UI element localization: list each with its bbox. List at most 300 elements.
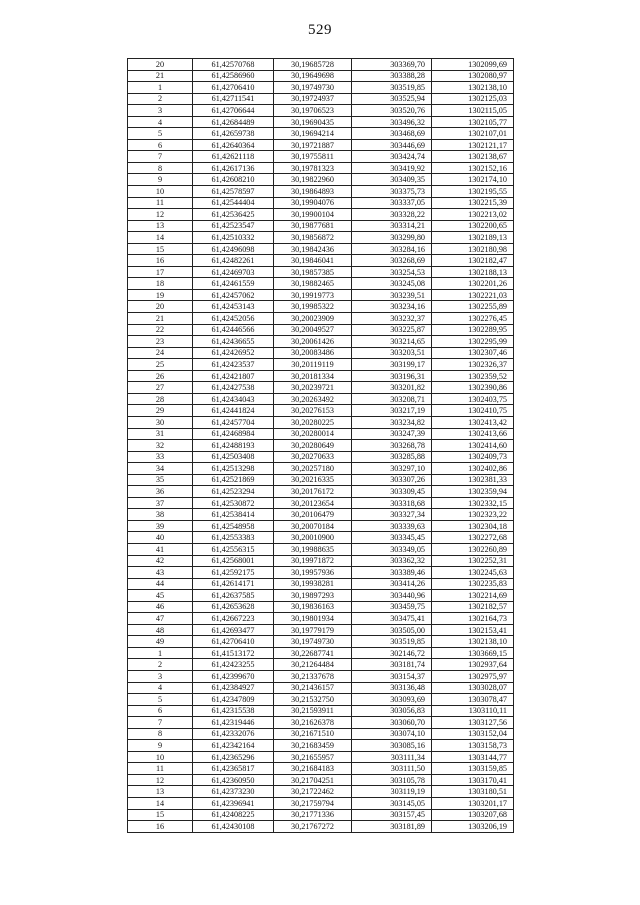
table-row xyxy=(128,670,514,682)
y-coordinate-cell: 1302295,99 xyxy=(432,336,514,348)
latitude-cell: 61,42538414 xyxy=(193,509,274,521)
y-coordinate-cell: 1302252,31 xyxy=(432,555,514,567)
longitude-cell: 30,19904076 xyxy=(274,197,352,209)
table-row xyxy=(128,809,514,821)
point-number-cell: 4 xyxy=(128,682,193,694)
point-number-cell: 43 xyxy=(128,567,193,579)
longitude-cell: 30,21337678 xyxy=(274,670,352,682)
y-coordinate-cell: 1302410,75 xyxy=(432,405,514,417)
longitude-cell: 30,20280225 xyxy=(274,416,352,428)
x-coordinate-cell: 303419,92 xyxy=(352,162,432,174)
longitude-cell: 30,19779179 xyxy=(274,624,352,636)
longitude-cell: 30,19957936 xyxy=(274,567,352,579)
table-row xyxy=(128,105,514,117)
point-number-cell: 49 xyxy=(128,636,193,648)
table-row xyxy=(128,393,514,405)
table-row xyxy=(128,786,514,798)
y-coordinate-cell: 1302115,05 xyxy=(432,105,514,117)
point-number-cell: 18 xyxy=(128,278,193,290)
y-coordinate-cell: 1303110,11 xyxy=(432,705,514,717)
table-row xyxy=(128,209,514,221)
y-coordinate-cell: 1303028,07 xyxy=(432,682,514,694)
longitude-cell: 30,20239721 xyxy=(274,382,352,394)
table-row xyxy=(128,151,514,163)
table-row xyxy=(128,659,514,671)
point-number-cell: 5 xyxy=(128,128,193,140)
latitude-cell: 61,42568001 xyxy=(193,555,274,567)
y-coordinate-cell: 1302413,42 xyxy=(432,416,514,428)
y-coordinate-cell: 1303170,41 xyxy=(432,774,514,786)
latitude-cell: 61,42548958 xyxy=(193,520,274,532)
x-coordinate-cell: 303328,22 xyxy=(352,209,432,221)
y-coordinate-cell: 1303207,68 xyxy=(432,809,514,821)
x-coordinate-cell: 303157,45 xyxy=(352,809,432,821)
x-coordinate-cell: 303247,39 xyxy=(352,428,432,440)
y-coordinate-cell: 1302975,97 xyxy=(432,670,514,682)
table-row xyxy=(128,347,514,359)
table-row xyxy=(128,763,514,775)
longitude-cell: 30,20123654 xyxy=(274,497,352,509)
latitude-cell: 61,42621118 xyxy=(193,151,274,163)
table-row xyxy=(128,324,514,336)
longitude-cell: 30,22687741 xyxy=(274,647,352,659)
longitude-cell: 30,21655957 xyxy=(274,751,352,763)
longitude-cell: 30,21532750 xyxy=(274,694,352,706)
y-coordinate-cell: 1302195,55 xyxy=(432,186,514,198)
point-number-cell: 40 xyxy=(128,532,193,544)
longitude-cell: 30,20023909 xyxy=(274,313,352,325)
x-coordinate-cell: 303362,32 xyxy=(352,555,432,567)
x-coordinate-cell: 303388,28 xyxy=(352,70,432,82)
point-number-cell: 4 xyxy=(128,116,193,128)
table-row xyxy=(128,116,514,128)
table-row xyxy=(128,289,514,301)
x-coordinate-cell: 303181,89 xyxy=(352,821,432,833)
y-coordinate-cell: 1302937,64 xyxy=(432,659,514,671)
point-number-cell: 8 xyxy=(128,728,193,740)
point-number-cell: 25 xyxy=(128,359,193,371)
point-number-cell: 5 xyxy=(128,694,193,706)
latitude-cell: 61,42423255 xyxy=(193,659,274,671)
y-coordinate-cell: 1303669,15 xyxy=(432,647,514,659)
longitude-cell: 30,21722462 xyxy=(274,786,352,798)
point-number-cell: 20 xyxy=(128,59,193,71)
coordinates-table xyxy=(127,58,514,833)
x-coordinate-cell: 303119,19 xyxy=(352,786,432,798)
table-row xyxy=(128,255,514,267)
point-number-cell: 35 xyxy=(128,474,193,486)
point-number-cell: 17 xyxy=(128,266,193,278)
longitude-cell: 30,19755811 xyxy=(274,151,352,163)
x-coordinate-cell: 303056,83 xyxy=(352,705,432,717)
latitude-cell: 61,42446566 xyxy=(193,324,274,336)
longitude-cell: 30,19882465 xyxy=(274,278,352,290)
table-row xyxy=(128,567,514,579)
table-row xyxy=(128,382,514,394)
point-number-cell: 12 xyxy=(128,774,193,786)
y-coordinate-cell: 1302200,65 xyxy=(432,220,514,232)
page-number: 529 xyxy=(308,22,332,38)
longitude-cell: 30,19685728 xyxy=(274,59,352,71)
x-coordinate-cell: 303468,69 xyxy=(352,128,432,140)
longitude-cell: 30,21593911 xyxy=(274,705,352,717)
longitude-cell: 30,19938281 xyxy=(274,578,352,590)
x-coordinate-cell: 303519,85 xyxy=(352,636,432,648)
point-number-cell: 28 xyxy=(128,393,193,405)
y-coordinate-cell: 1302245,63 xyxy=(432,567,514,579)
latitude-cell: 61,42315538 xyxy=(193,705,274,717)
latitude-cell: 61,42706410 xyxy=(193,82,274,94)
point-number-cell: 15 xyxy=(128,809,193,821)
longitude-cell: 30,19846041 xyxy=(274,255,352,267)
longitude-cell: 30,21767272 xyxy=(274,821,352,833)
y-coordinate-cell: 1303201,17 xyxy=(432,798,514,810)
latitude-cell: 61,42469703 xyxy=(193,266,274,278)
x-coordinate-cell: 303254,53 xyxy=(352,266,432,278)
point-number-cell: 24 xyxy=(128,347,193,359)
table-row xyxy=(128,578,514,590)
longitude-cell: 30,19836163 xyxy=(274,601,352,613)
y-coordinate-cell: 1303152,04 xyxy=(432,728,514,740)
x-coordinate-cell: 303225,87 xyxy=(352,324,432,336)
x-coordinate-cell: 303285,88 xyxy=(352,451,432,463)
table-row xyxy=(128,728,514,740)
y-coordinate-cell: 1302153,41 xyxy=(432,624,514,636)
x-coordinate-cell: 303519,85 xyxy=(352,82,432,94)
table-row xyxy=(128,624,514,636)
x-coordinate-cell: 303525,94 xyxy=(352,93,432,105)
x-coordinate-cell: 303268,69 xyxy=(352,255,432,267)
point-number-cell: 34 xyxy=(128,463,193,475)
latitude-cell: 61,42373230 xyxy=(193,786,274,798)
latitude-cell: 61,42556315 xyxy=(193,543,274,555)
x-coordinate-cell: 303505,00 xyxy=(352,624,432,636)
table-row xyxy=(128,220,514,232)
table-row xyxy=(128,682,514,694)
longitude-cell: 30,20049527 xyxy=(274,324,352,336)
latitude-cell: 61,42659738 xyxy=(193,128,274,140)
latitude-cell: 61,42332076 xyxy=(193,728,274,740)
point-number-cell: 32 xyxy=(128,440,193,452)
point-number-cell: 45 xyxy=(128,590,193,602)
point-number-cell: 42 xyxy=(128,555,193,567)
latitude-cell: 61,42396941 xyxy=(193,798,274,810)
table-row xyxy=(128,774,514,786)
x-coordinate-cell: 303199,17 xyxy=(352,359,432,371)
point-number-cell: 6 xyxy=(128,139,193,151)
latitude-cell: 61,42608210 xyxy=(193,174,274,186)
point-number-cell: 1 xyxy=(128,82,193,94)
point-number-cell: 11 xyxy=(128,763,193,775)
latitude-cell: 61,42496098 xyxy=(193,243,274,255)
table-row xyxy=(128,232,514,244)
longitude-cell: 30,20280014 xyxy=(274,428,352,440)
y-coordinate-cell: 1302323,22 xyxy=(432,509,514,521)
x-coordinate-cell: 303520,76 xyxy=(352,105,432,117)
table-row xyxy=(128,186,514,198)
point-number-cell: 36 xyxy=(128,486,193,498)
table-row xyxy=(128,405,514,417)
x-coordinate-cell: 303389,46 xyxy=(352,567,432,579)
table-row xyxy=(128,313,514,325)
table-row xyxy=(128,509,514,521)
table-row xyxy=(128,197,514,209)
longitude-cell: 30,19877681 xyxy=(274,220,352,232)
longitude-cell: 30,20270633 xyxy=(274,451,352,463)
x-coordinate-cell: 303060,70 xyxy=(352,717,432,729)
x-coordinate-cell: 303154,37 xyxy=(352,670,432,682)
x-coordinate-cell: 303201,82 xyxy=(352,382,432,394)
latitude-cell: 61,42482261 xyxy=(193,255,274,267)
x-coordinate-cell: 303318,68 xyxy=(352,497,432,509)
table-row xyxy=(128,243,514,255)
table-row xyxy=(128,520,514,532)
longitude-cell: 30,19988635 xyxy=(274,543,352,555)
table-row xyxy=(128,128,514,140)
latitude-cell: 61,42488193 xyxy=(193,440,274,452)
table-row xyxy=(128,647,514,659)
latitude-cell: 61,42436655 xyxy=(193,336,274,348)
longitude-cell: 30,20070184 xyxy=(274,520,352,532)
latitude-cell: 61,42653628 xyxy=(193,601,274,613)
longitude-cell: 30,19749730 xyxy=(274,82,352,94)
y-coordinate-cell: 1302182,57 xyxy=(432,601,514,613)
longitude-cell: 30,19857385 xyxy=(274,266,352,278)
y-coordinate-cell: 1302304,18 xyxy=(432,520,514,532)
x-coordinate-cell: 303424,74 xyxy=(352,151,432,163)
x-coordinate-cell: 303074,10 xyxy=(352,728,432,740)
y-coordinate-cell: 1302390,86 xyxy=(432,382,514,394)
latitude-cell: 61,42536425 xyxy=(193,209,274,221)
longitude-cell: 30,21684183 xyxy=(274,763,352,775)
x-coordinate-cell: 303105,78 xyxy=(352,774,432,786)
latitude-cell: 61,42365817 xyxy=(193,763,274,775)
y-coordinate-cell: 1303078,47 xyxy=(432,694,514,706)
y-coordinate-cell: 1302403,75 xyxy=(432,393,514,405)
y-coordinate-cell: 1302359,94 xyxy=(432,486,514,498)
point-number-cell: 20 xyxy=(128,301,193,313)
table-row xyxy=(128,590,514,602)
longitude-cell: 30,20257180 xyxy=(274,463,352,475)
y-coordinate-cell: 1302409,73 xyxy=(432,451,514,463)
latitude-cell: 61,42421807 xyxy=(193,370,274,382)
point-number-cell: 8 xyxy=(128,162,193,174)
coordinates-table-body xyxy=(128,59,514,833)
y-coordinate-cell: 1302215,39 xyxy=(432,197,514,209)
y-coordinate-cell: 1303159,85 xyxy=(432,763,514,775)
longitude-cell: 30,19897293 xyxy=(274,590,352,602)
longitude-cell: 30,19690435 xyxy=(274,116,352,128)
latitude-cell: 61,42544404 xyxy=(193,197,274,209)
x-coordinate-cell: 303375,73 xyxy=(352,186,432,198)
point-number-cell: 2 xyxy=(128,659,193,671)
x-coordinate-cell: 302146,72 xyxy=(352,647,432,659)
latitude-cell: 61,42523294 xyxy=(193,486,274,498)
longitude-cell: 30,20280649 xyxy=(274,440,352,452)
point-number-cell: 3 xyxy=(128,105,193,117)
longitude-cell: 30,19721887 xyxy=(274,139,352,151)
point-number-cell: 11 xyxy=(128,197,193,209)
longitude-cell: 30,20181334 xyxy=(274,370,352,382)
table-row xyxy=(128,636,514,648)
table-row xyxy=(128,82,514,94)
y-coordinate-cell: 1302189,13 xyxy=(432,232,514,244)
y-coordinate-cell: 1302213,02 xyxy=(432,209,514,221)
point-number-cell: 41 xyxy=(128,543,193,555)
x-coordinate-cell: 303349,05 xyxy=(352,543,432,555)
latitude-cell: 61,42510332 xyxy=(193,232,274,244)
x-coordinate-cell: 303337,05 xyxy=(352,197,432,209)
point-number-cell: 16 xyxy=(128,255,193,267)
latitude-cell: 61,42637585 xyxy=(193,590,274,602)
x-coordinate-cell: 303234,82 xyxy=(352,416,432,428)
x-coordinate-cell: 303307,26 xyxy=(352,474,432,486)
latitude-cell: 61,42384927 xyxy=(193,682,274,694)
latitude-cell: 61,42457062 xyxy=(193,289,274,301)
x-coordinate-cell: 303217,19 xyxy=(352,405,432,417)
latitude-cell: 61,42408225 xyxy=(193,809,274,821)
longitude-cell: 30,20216335 xyxy=(274,474,352,486)
y-coordinate-cell: 1303158,73 xyxy=(432,740,514,752)
point-number-cell: 7 xyxy=(128,717,193,729)
latitude-cell: 61,42530872 xyxy=(193,497,274,509)
table-row xyxy=(128,278,514,290)
y-coordinate-cell: 1302402,86 xyxy=(432,463,514,475)
latitude-cell: 61,42706644 xyxy=(193,105,274,117)
latitude-cell: 61,42468984 xyxy=(193,428,274,440)
latitude-cell: 61,42617136 xyxy=(193,162,274,174)
latitude-cell: 61,42592175 xyxy=(193,567,274,579)
y-coordinate-cell: 1302359,52 xyxy=(432,370,514,382)
point-number-cell: 2 xyxy=(128,93,193,105)
x-coordinate-cell: 303345,45 xyxy=(352,532,432,544)
point-number-cell: 22 xyxy=(128,324,193,336)
longitude-cell: 30,20119119 xyxy=(274,359,352,371)
x-coordinate-cell: 303327,34 xyxy=(352,509,432,521)
point-number-cell: 27 xyxy=(128,382,193,394)
longitude-cell: 30,21264484 xyxy=(274,659,352,671)
x-coordinate-cell: 303414,26 xyxy=(352,578,432,590)
latitude-cell: 61,42347809 xyxy=(193,694,274,706)
latitude-cell: 61,42453143 xyxy=(193,301,274,313)
point-number-cell: 1 xyxy=(128,647,193,659)
table-row xyxy=(128,93,514,105)
longitude-cell: 30,21683459 xyxy=(274,740,352,752)
x-coordinate-cell: 303268,78 xyxy=(352,440,432,452)
point-number-cell: 44 xyxy=(128,578,193,590)
point-number-cell: 26 xyxy=(128,370,193,382)
latitude-cell: 61,42513298 xyxy=(193,463,274,475)
x-coordinate-cell: 303093,69 xyxy=(352,694,432,706)
latitude-cell: 61,42586960 xyxy=(193,70,274,82)
x-coordinate-cell: 303234,16 xyxy=(352,301,432,313)
latitude-cell: 61,42521869 xyxy=(193,474,274,486)
longitude-cell: 30,19842436 xyxy=(274,243,352,255)
longitude-cell: 30,19801934 xyxy=(274,613,352,625)
table-row xyxy=(128,474,514,486)
longitude-cell: 30,20083486 xyxy=(274,347,352,359)
y-coordinate-cell: 1302260,89 xyxy=(432,543,514,555)
y-coordinate-cell: 1303206,19 xyxy=(432,821,514,833)
point-number-cell: 6 xyxy=(128,705,193,717)
latitude-cell: 61,42667223 xyxy=(193,613,274,625)
x-coordinate-cell: 303111,50 xyxy=(352,763,432,775)
longitude-cell: 30,19856872 xyxy=(274,232,352,244)
y-coordinate-cell: 1302201,26 xyxy=(432,278,514,290)
latitude-cell: 61,42426952 xyxy=(193,347,274,359)
longitude-cell: 30,20263492 xyxy=(274,393,352,405)
latitude-cell: 61,42614171 xyxy=(193,578,274,590)
y-coordinate-cell: 1302138,10 xyxy=(432,636,514,648)
longitude-cell: 30,21671510 xyxy=(274,728,352,740)
table-row xyxy=(128,543,514,555)
table-row xyxy=(128,532,514,544)
y-coordinate-cell: 1302326,37 xyxy=(432,359,514,371)
table-row xyxy=(128,740,514,752)
table-row xyxy=(128,370,514,382)
table-row xyxy=(128,601,514,613)
point-number-cell: 29 xyxy=(128,405,193,417)
x-coordinate-cell: 303203,51 xyxy=(352,347,432,359)
point-number-cell: 10 xyxy=(128,751,193,763)
table-row xyxy=(128,705,514,717)
y-coordinate-cell: 1302414,60 xyxy=(432,440,514,452)
latitude-cell: 61,42423537 xyxy=(193,359,274,371)
x-coordinate-cell: 303208,71 xyxy=(352,393,432,405)
table-row xyxy=(128,139,514,151)
latitude-cell: 61,42570768 xyxy=(193,59,274,71)
x-coordinate-cell: 303369,70 xyxy=(352,59,432,71)
table-row xyxy=(128,359,514,371)
table-row xyxy=(128,497,514,509)
y-coordinate-cell: 1302307,46 xyxy=(432,347,514,359)
point-number-cell: 13 xyxy=(128,220,193,232)
point-number-cell: 31 xyxy=(128,428,193,440)
point-number-cell: 14 xyxy=(128,232,193,244)
point-number-cell: 38 xyxy=(128,509,193,521)
table-row xyxy=(128,428,514,440)
x-coordinate-cell: 303409,35 xyxy=(352,174,432,186)
x-coordinate-cell: 303245,08 xyxy=(352,278,432,290)
table-row xyxy=(128,486,514,498)
point-number-cell: 7 xyxy=(128,151,193,163)
longitude-cell: 30,20010900 xyxy=(274,532,352,544)
longitude-cell: 30,20276153 xyxy=(274,405,352,417)
x-coordinate-cell: 303440,96 xyxy=(352,590,432,602)
latitude-cell: 61,42319446 xyxy=(193,717,274,729)
table-row xyxy=(128,336,514,348)
table-row xyxy=(128,694,514,706)
latitude-cell: 61,42430108 xyxy=(193,821,274,833)
latitude-cell: 61,42523547 xyxy=(193,220,274,232)
x-coordinate-cell: 303339,63 xyxy=(352,520,432,532)
x-coordinate-cell: 303145,05 xyxy=(352,798,432,810)
latitude-cell: 61,42399670 xyxy=(193,670,274,682)
x-coordinate-cell: 303475,41 xyxy=(352,613,432,625)
y-coordinate-cell: 1302214,69 xyxy=(432,590,514,602)
point-number-cell: 16 xyxy=(128,821,193,833)
longitude-cell: 30,19900104 xyxy=(274,209,352,221)
table-row xyxy=(128,59,514,71)
point-number-cell: 47 xyxy=(128,613,193,625)
x-coordinate-cell: 303214,65 xyxy=(352,336,432,348)
point-number-cell: 37 xyxy=(128,497,193,509)
point-number-cell: 9 xyxy=(128,174,193,186)
y-coordinate-cell: 1302105,77 xyxy=(432,116,514,128)
latitude-cell: 61,42706410 xyxy=(193,636,274,648)
x-coordinate-cell: 303446,69 xyxy=(352,139,432,151)
x-coordinate-cell: 303196,31 xyxy=(352,370,432,382)
